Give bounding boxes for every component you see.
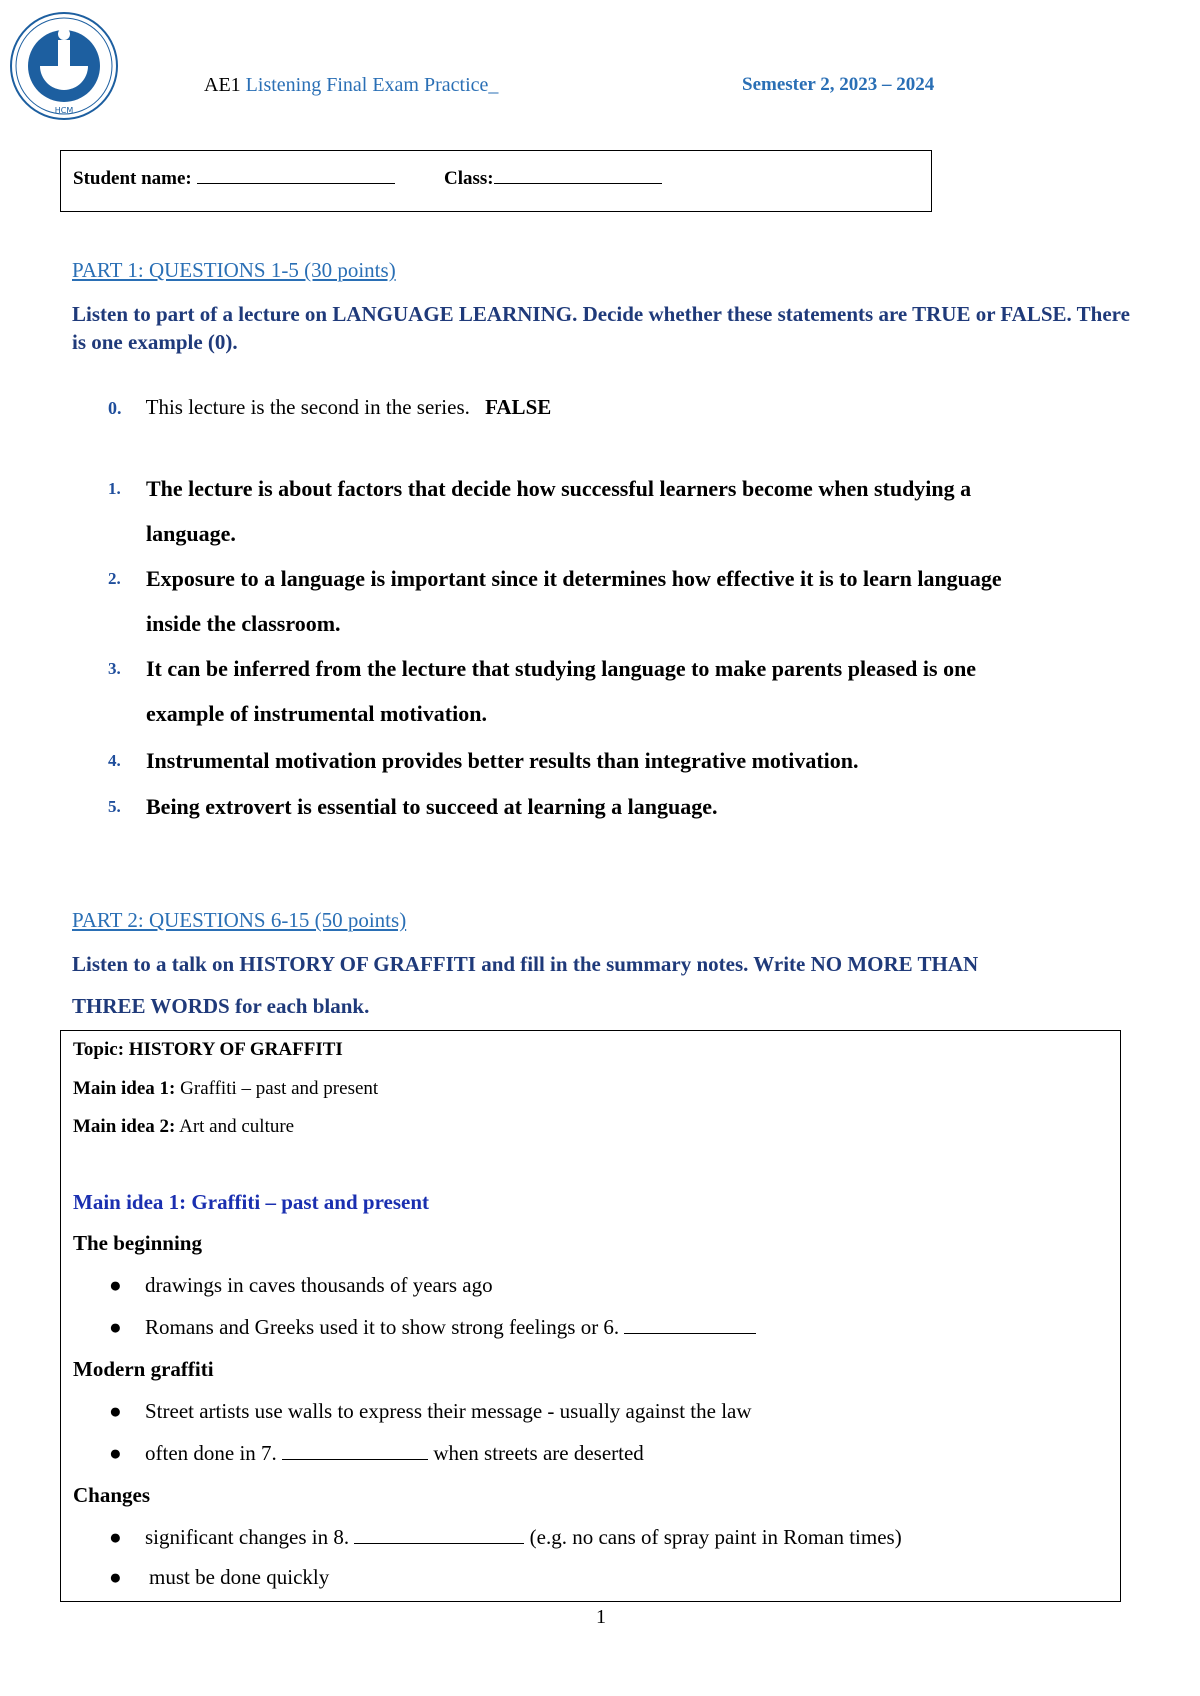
question-3 xyxy=(108,646,1138,736)
modern-item-2-before: often done in 7. xyxy=(145,1441,277,1465)
part2-title: PART 2: QUESTIONS 6-15 (50 points) xyxy=(72,908,407,932)
topic-value: HISTORY OF GRAFFITI xyxy=(128,1039,343,1060)
question-1 xyxy=(108,466,1138,556)
main-idea1-value: Graffiti – past and present xyxy=(180,1078,379,1099)
beginning-item-2-text: Romans and Greeks used it to show strong feelings or 6. xyxy=(145,1315,620,1339)
main-idea1-label: Main idea 1: xyxy=(73,1078,176,1099)
example-text: This lecture is the second in the series. xyxy=(145,395,470,419)
question-text: It can be inferred from the lecture that studying language to make parents pleased is one xyxy=(146,656,977,681)
student-info-box xyxy=(60,150,932,212)
question-4 xyxy=(108,738,1138,783)
beginning-heading: The beginning xyxy=(73,1231,202,1255)
main-idea1-line xyxy=(73,1078,378,1100)
bullet-icon: ● xyxy=(109,1565,122,1589)
answer-blank-8[interactable] xyxy=(354,1542,524,1544)
modern-item-2-after: when streets are deserted xyxy=(433,1441,644,1465)
part2-instructions: Listen to a talk on HISTORY OF GRAFFITI and fill in the summary notes. Write NO MORE THAN xyxy=(72,952,979,976)
part1-instructions: Listen to part of a lecture on LANGUAGE LEARNING. Decide whether these statements are TRUE or FALSE. There is one example (0). xyxy=(72,302,1130,354)
topic-label: Topic: xyxy=(73,1039,125,1060)
modern-item-2 xyxy=(145,1441,644,1466)
bullet-icon: ● xyxy=(109,1399,122,1423)
question-text-cont: inside the classroom. xyxy=(146,611,341,636)
semester: Semester 2, 2023 – 2024 xyxy=(742,74,935,95)
changes-item-2: must be done quickly xyxy=(149,1565,330,1589)
question-number: 1. xyxy=(108,479,121,498)
answer-blank-7[interactable] xyxy=(282,1458,428,1460)
svg-text:HCM: HCM xyxy=(54,106,74,115)
course-title: Listening Final Exam Practice_ xyxy=(245,74,499,96)
bullet-icon: ● xyxy=(109,1315,122,1339)
bullet-icon: ● xyxy=(109,1441,122,1465)
class-blank[interactable] xyxy=(494,182,662,184)
question-text-cont: language. xyxy=(146,521,236,546)
part2-instructions-cont: THREE WORDS for each blank. xyxy=(72,994,370,1018)
changes-item-1-before: significant changes in 8. xyxy=(145,1525,350,1549)
question-2 xyxy=(108,556,1138,646)
section-heading: Main idea 1: Graffiti – past and present xyxy=(73,1190,430,1214)
main-idea2-label: Main idea 2: xyxy=(73,1116,176,1137)
course-code: AE1 xyxy=(204,74,241,96)
class-label: Class: xyxy=(444,168,494,189)
student-name-blank[interactable] xyxy=(197,182,395,184)
question-text: Exposure to a language is important since it determines how effective it is to learn language xyxy=(146,566,1002,591)
modern-item-1: Street artists use walls to express their message - usually against the law xyxy=(145,1399,752,1423)
example-item xyxy=(108,395,551,420)
question-number: 3. xyxy=(108,659,121,678)
question-text: Being extrovert is essential to succeed at learning a language. xyxy=(146,794,718,819)
answer-blank-6[interactable] xyxy=(624,1332,756,1334)
main-idea2-line xyxy=(73,1116,294,1138)
question-number: 4. xyxy=(108,751,121,770)
student-name-label: Student name: xyxy=(73,168,192,189)
changes-item-1 xyxy=(145,1525,902,1550)
question-text: The lecture is about factors that decide how successful learners become when studying a xyxy=(146,476,972,501)
question-number: 2. xyxy=(108,569,121,588)
example-answer: FALSE xyxy=(485,395,552,419)
main-idea2-value: Art and culture xyxy=(179,1116,295,1137)
question-5 xyxy=(108,784,1138,829)
course-header xyxy=(204,74,498,97)
bullet-icon: ● xyxy=(109,1273,122,1297)
bullet-icon: ● xyxy=(109,1525,122,1549)
example-number: 0. xyxy=(108,398,122,418)
university-logo xyxy=(8,10,120,122)
beginning-item-1: drawings in caves thousands of years ago xyxy=(145,1273,493,1297)
changes-item-1-after: (e.g. no cans of spray paint in Roman times) xyxy=(529,1525,902,1549)
changes-heading: Changes xyxy=(73,1483,151,1507)
page-number: 1 xyxy=(596,1606,606,1628)
question-text-cont: example of instrumental motivation. xyxy=(146,701,487,726)
part1-title: PART 1: QUESTIONS 1-5 (30 points) xyxy=(72,258,396,282)
modern-heading: Modern graffiti xyxy=(73,1357,214,1381)
question-number: 5. xyxy=(108,797,121,816)
topic-line xyxy=(73,1039,343,1061)
summary-notes-box xyxy=(60,1030,1121,1602)
beginning-item-2 xyxy=(145,1315,756,1340)
question-text: Instrumental motivation provides better results than integrative motivation. xyxy=(146,748,859,773)
